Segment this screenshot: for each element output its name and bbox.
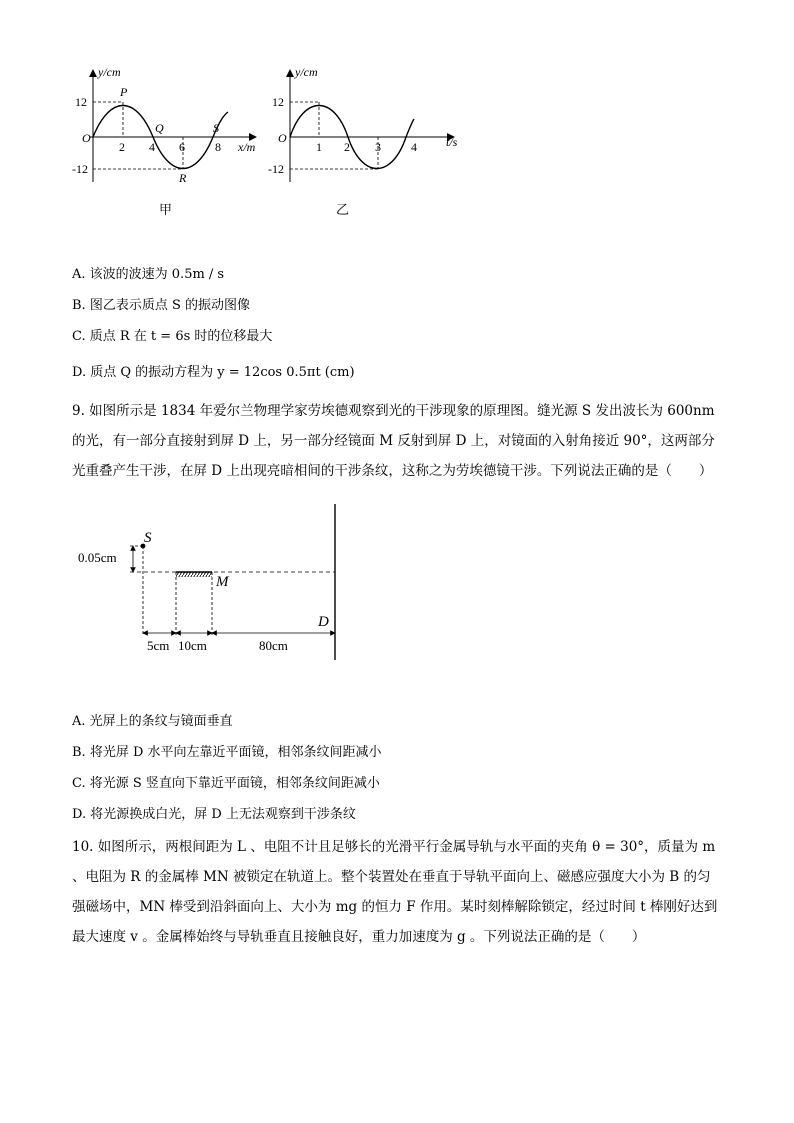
figure-lloyd-mirror: [72, 500, 362, 665]
mirror-M: [176, 572, 212, 577]
y-tick-neg12: -12: [72, 162, 88, 176]
x-tick-8: 8: [215, 140, 221, 154]
origin-label: O: [82, 131, 91, 145]
label-10cm: 10cm: [178, 638, 207, 653]
figure-yi: [258, 62, 468, 192]
label-M: M: [216, 574, 229, 590]
y-axis-label: y/cm: [98, 65, 121, 79]
label-height: 0.05cm: [78, 550, 117, 565]
q8-option-b: B. 图乙表示质点 S 的振动图像: [72, 298, 250, 313]
label-D: D: [318, 614, 329, 630]
y-tick-neg12: -12: [268, 162, 284, 176]
q8-option-c: C. 质点 R 在 t = 6s 时的位移最大: [72, 329, 273, 344]
t-tick-3: 3: [375, 140, 381, 154]
q10-line-2: 、电阻为 R 的金属棒 MN 被锁定在轨道上。整个装置处在垂直于导轨平面向上、磁感应强度大小为 B 的匀: [72, 869, 711, 885]
y-axis-label: y/cm: [295, 65, 318, 79]
origin-label: O: [278, 131, 287, 145]
q8-option-d: D. 质点 Q 的振动方程为 y = 12cos 0.5πt (cm): [72, 365, 355, 380]
t-axis-label: t/s: [446, 135, 458, 149]
point-P: P: [120, 85, 128, 99]
label-80cm: 80cm: [259, 638, 288, 653]
x-axis-label: x/m: [238, 140, 256, 154]
y-tick-12: 12: [272, 95, 284, 109]
q9-option-a: A. 光屏上的条纹与镜面垂直: [72, 714, 233, 729]
x-tick-4: 4: [149, 140, 155, 154]
x-tick-6: 6: [179, 140, 185, 154]
y-tick-12: 12: [75, 95, 87, 109]
point-S: S: [213, 121, 219, 135]
q9-line-3: 光重叠产生干涉，在屏 D 上出现亮暗相间的干涉条纹，这称之为劳埃德镜干涉。下列说法正确的是（ ）: [72, 463, 713, 479]
q9-option-d: D. 将光源换成白光，屏 D 上无法观察到干涉条纹: [72, 807, 356, 822]
q9-option-c: C. 将光源 S 竖直向下靠近平面镜，相邻条纹间距减小: [72, 776, 380, 791]
q9-line-2: 的光，有一部分直接射到屏 D 上，另一部分经镜面 M 反射到屏 D 上，对镜面的入射角接近 90°，这两部分: [72, 433, 715, 449]
caption-yi: 乙: [336, 203, 350, 218]
t-tick-4: 4: [411, 140, 417, 154]
q8-option-a: A. 该波的波速为 0.5m / s: [72, 267, 225, 282]
q10-line-4: 最大速度 v 。金属棒始终与导轨垂直且接触良好，重力加速度为 g 。下列说法正确的是（ ）: [72, 929, 646, 945]
q9-line-1: 9. 如图所示是 1834 年爱尔兰物理学家劳埃德观察到光的干涉现象的原理图。缝光源 S 发出波长为 600nm: [72, 403, 715, 419]
q10-line-3: 强磁场中，MN 棒受到沿斜面向上、大小为 mg 的恒力 F 作用。某时刻棒解除锁定，经过时间 t 棒刚好达到: [72, 899, 718, 915]
point-R: R: [179, 171, 187, 185]
figure-jia: [60, 62, 270, 192]
q10-line-1: 10. 如图所示，两根间距为 L 、电阻不计且足够长的光滑平行金属导轨与水平面的夹角 θ = 30°，质量为 m: [72, 839, 716, 855]
q10-stem: [72, 832, 732, 952]
q9-stem: [72, 396, 732, 486]
label-5cm: 5cm: [147, 638, 170, 653]
t-tick-1: 1: [316, 140, 322, 154]
q9-option-b: B. 将光屏 D 水平向左靠近平面镜，相邻条纹间距减小: [72, 745, 382, 760]
caption-jia: 甲: [159, 203, 173, 218]
label-S: S: [144, 530, 152, 546]
point-Q: Q: [155, 121, 164, 135]
t-tick-2: 2: [344, 140, 350, 154]
x-tick-2: 2: [119, 140, 125, 154]
